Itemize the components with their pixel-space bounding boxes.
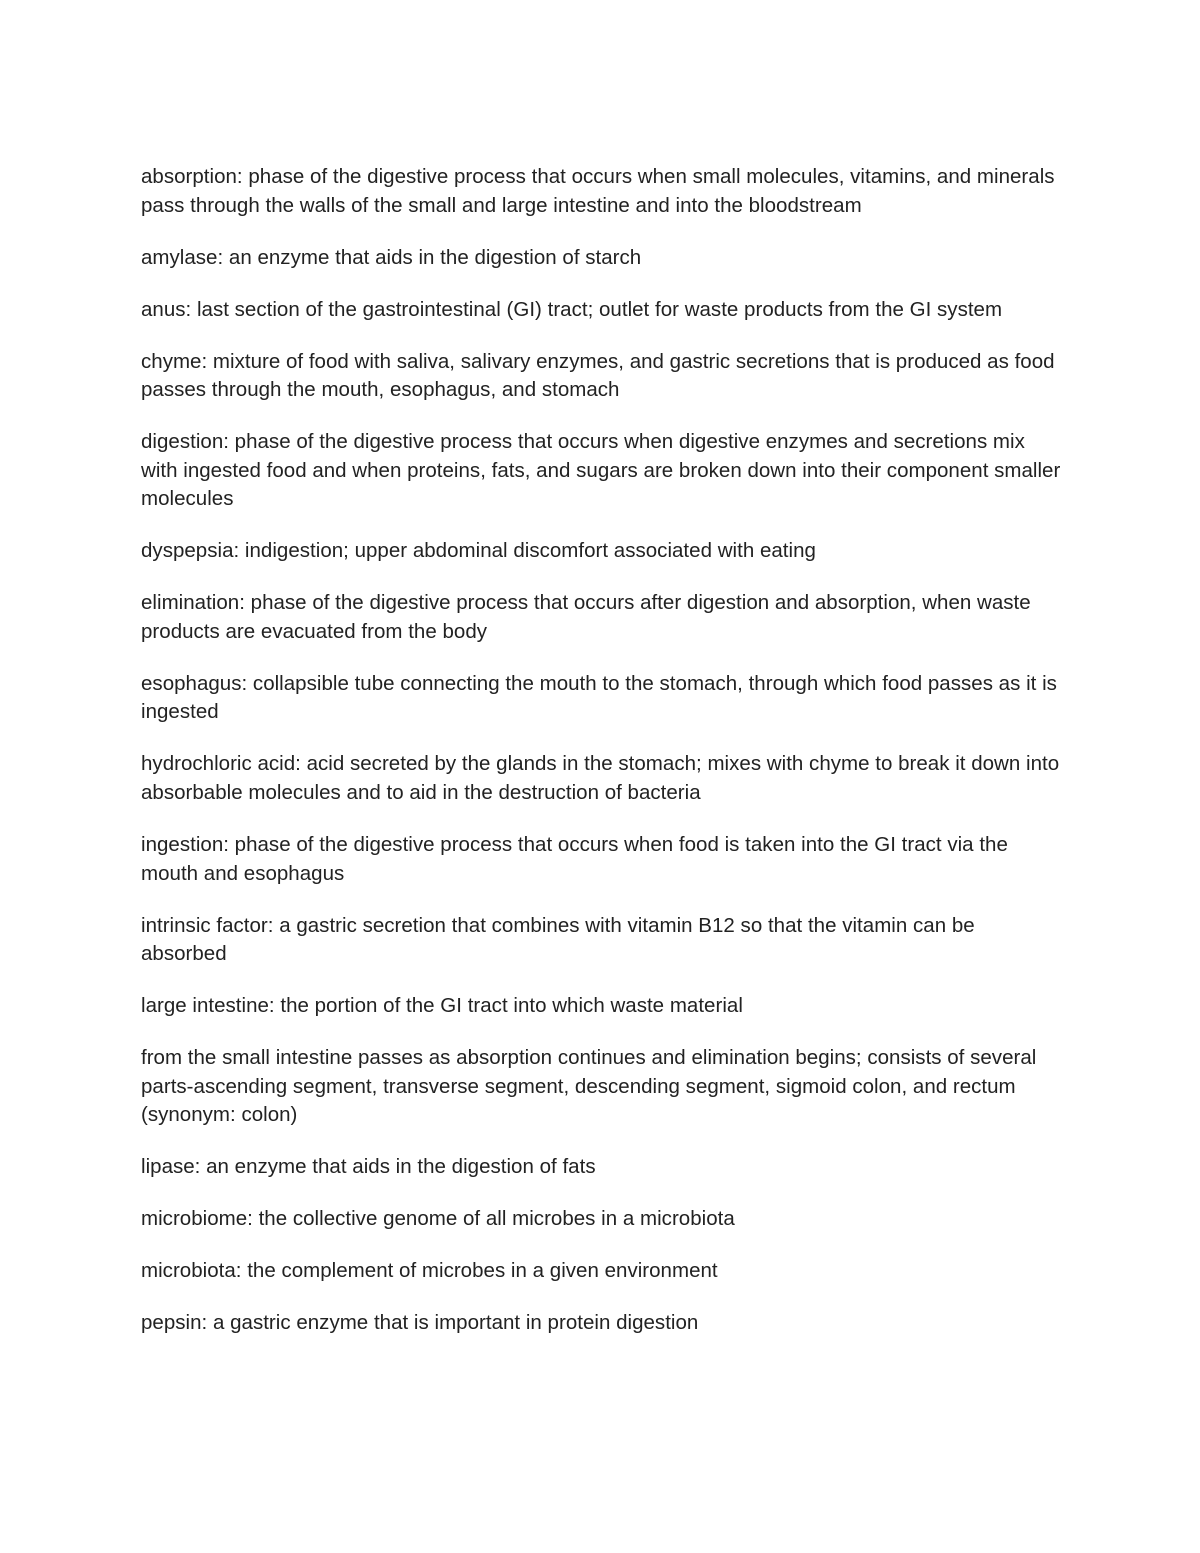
- glossary-entry-esophagus: esophagus: collapsible tube connecting the mouth to the stomach, through which food passes as it is ingested: [141, 671, 1057, 724]
- glossary-entry-hydrochloric-acid: hydrochloric acid: acid secreted by the glands in the stomach; mixes with chyme to break it down into absorbable molecules and to aid in the destruction of bacteria: [141, 752, 1060, 805]
- glossary-entry-digestion: digestion: phase of the digestive process that occurs when digestive enzymes and secretions mix with ingested food and when proteins, fats, and sugars are broken down into their component smaller molecules: [141, 430, 1061, 511]
- glossary-entry-lipase: lipase: an enzyme that aids in the digestion of fats: [141, 1155, 596, 1179]
- glossary-entry-ingestion: ingestion: phase of the digestive process that occurs when food is taken into the GI tract via the mouth and esophagus: [141, 833, 1008, 885]
- glossary-text: [141, 163, 1061, 1361]
- glossary-entry-absorption: absorption: phase of the digestive process that occurs when small molecules, vitamins, and minerals pass through the walls of the small and large intestine and into the bloodstream: [141, 165, 1055, 217]
- glossary-entry-microbiome: microbiome: the collective genome of all microbes in a microbiota: [141, 1207, 735, 1231]
- glossary-entry-chyme: chyme: mixture of food with saliva, salivary enzymes, and gastric secretions that is produced as food passes through the mouth, esophagus, and stomach: [141, 349, 1055, 402]
- glossary-entry-large-intestine: large intestine: the portion of the GI tract into which waste material: [141, 994, 743, 1018]
- glossary-entry-pepsin: pepsin: a gastric enzyme that is important in protein digestion: [141, 1311, 699, 1335]
- glossary-entry-intrinsic-factor: intrinsic factor: a gastric secretion that combines with vitamin B12 so that the vitamin can be absorbed: [141, 913, 975, 966]
- glossary-entry-amylase: amylase: an enzyme that aids in the digestion of starch: [141, 245, 642, 269]
- glossary-entry-elimination: elimination: phase of the digestive process that occurs after digestion and absorption, when waste products are evacuated from the body: [141, 591, 1031, 643]
- glossary-entry-microbiota: microbiota: the complement of microbes in a given environment: [141, 1259, 718, 1283]
- glossary-entry-dyspepsia: dyspepsia: indigestion; upper abdominal discomfort associated with eating: [141, 539, 816, 563]
- glossary-entry-anus: anus: last section of the gastrointestinal (GI) tract; outlet for waste products from the GI system: [141, 297, 1003, 321]
- glossary-entry-large-intestine-continued: from the small intestine passes as absorption continues and elimination begins; consists of several parts-ascending segment, transverse segment, descending segment, sigmoid colon, and rectum (synonym: colon): [141, 1046, 1037, 1127]
